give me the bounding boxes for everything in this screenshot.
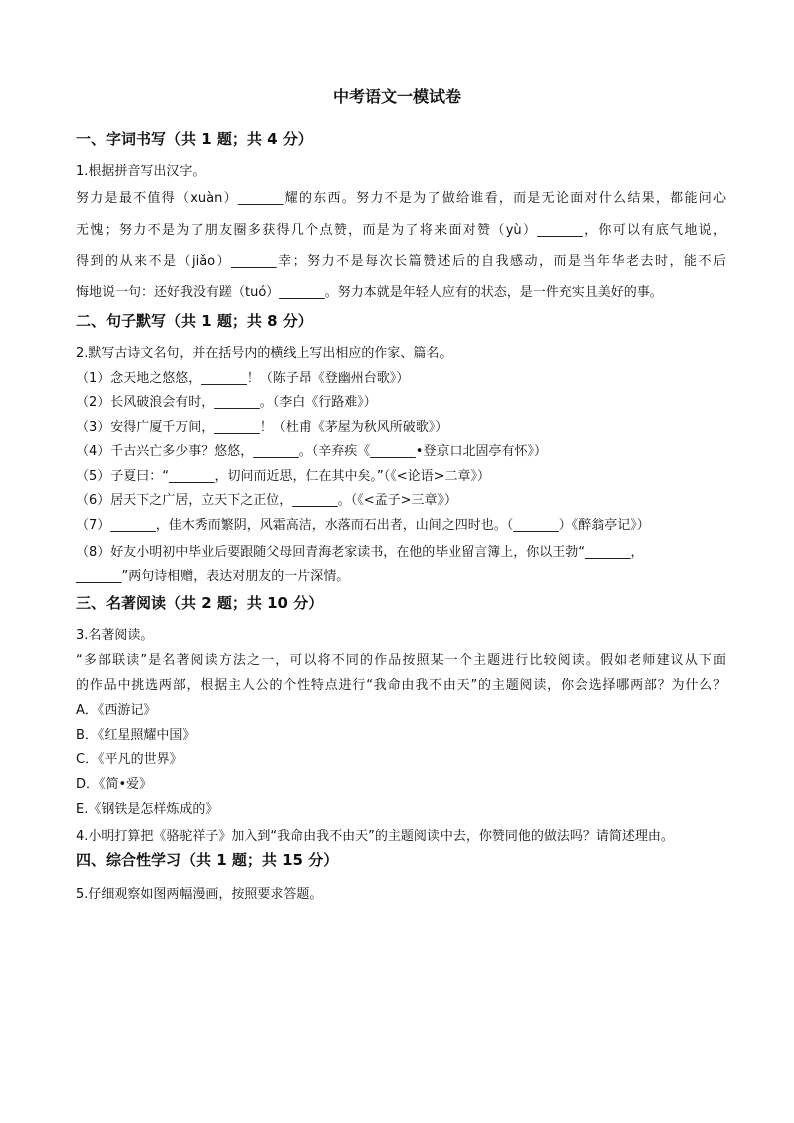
question-3-stem: 3.名著阅读。: [76, 628, 154, 643]
question-1-stem: 1.根据拼音写出汉字。: [76, 164, 206, 179]
question-3-option: C．《平凡的世界》: [76, 752, 183, 767]
section-heading-2: 二、句子默写（共 1 题；共 8 分）: [76, 312, 313, 330]
section-heading-4: 四、综合性学习（共 1 题；共 15 分）: [76, 851, 339, 869]
question-2-item: （6）居天下之广居，立天下之正位，_______。（《<孟子>三章》）: [76, 493, 458, 508]
question-4-stem: 4.小明打算把《骆驼祥子》加入到“我命由我不由天”的主题阅读中去，你赞同他的做法吗？请简述理由。: [76, 829, 674, 844]
question-2-item: （4）千古兴亡多少事？悠悠，_______。（辛弃疾《_______•登京口北固亭有怀》）: [76, 444, 547, 459]
question-2-item: （1）念天地之悠悠，_______！（陈子昂《登幽州台歌》）: [76, 371, 410, 386]
question-3-option: E.《钢铁是怎样炼成的》: [76, 802, 219, 817]
question-1-line: 悔地说一句：还好我没有蹉（tuó）_______。努力本就是年轻人应有的状态，是一件充实且美好的事。: [76, 285, 663, 300]
question-1-line: 努力是最不值得（xuàn）_______耀的东西。努力不是为了做给谁看，而是无论面对什么结果，都能问心: [76, 191, 726, 206]
question-1-line: 无愧；努力不是为了朋友圈多获得几个点赞，而是为了将来面对赞（yù）_______，你可以有底气地说，: [76, 223, 726, 238]
section-heading-1: 一、字词书写（共 1 题；共 4 分）: [76, 130, 313, 148]
question-2-stem: 2.默写古诗文名句，并在括号内的横线上写出相应的作家、篇名。: [76, 346, 453, 361]
question-2-item: （7）_______，佳木秀而繁阴，风霜高洁，水落而石出者，山间之四时也。（_______）《醉翁亭记》）: [76, 518, 650, 533]
question-2-item: （2）长风破浪会有时，_______。（李白《行路难》）: [76, 395, 377, 410]
question-2-item: （3）安得广厦千万间，_______！（杜甫《茅屋为秋风所破歌》）: [76, 420, 449, 435]
question-3-option: B．《红星照耀中国》: [76, 728, 196, 743]
question-5-stem: 5.仔细观察如图两幅漫画，按照要求答题。: [76, 887, 323, 902]
question-3-paragraph: 的作品中挑选两部，根据主人公的个性特点进行“我命由我不由天”的主题阅读，你会选择哪两部？为什么？: [76, 678, 726, 693]
question-2-item: （8）好友小明初中毕业后要跟随父母回青海老家读书，在他的毕业留言簿上，你以王勃“_______，: [76, 545, 644, 560]
page-title: 中考语文一模试卷: [332, 87, 461, 106]
question-1-line: 得到的从来不是（jiǎo）_______幸；努力不是每次长篇赞述后的自我感动，而是当年华老去时，能不后: [76, 254, 726, 269]
question-3-option: D．《简•爱》: [76, 777, 153, 792]
question-2-item: （5）子夏曰：“_______，切问而近思，仁在其中矣。”（《<论语>二章》）: [76, 469, 491, 484]
question-3-paragraph: “多部联读”是名著阅读方法之一，可以将不同的作品按照某一个主题进行比较阅读。假如老师建议从下面: [76, 653, 726, 668]
question-3-option: A．《西游记》: [76, 703, 157, 718]
question-2-item: _______”两句诗相赠，表达对朋友的一片深情。: [76, 569, 350, 584]
section-heading-3: 三、名著阅读（共 2 题；共 10 分）: [76, 594, 324, 612]
